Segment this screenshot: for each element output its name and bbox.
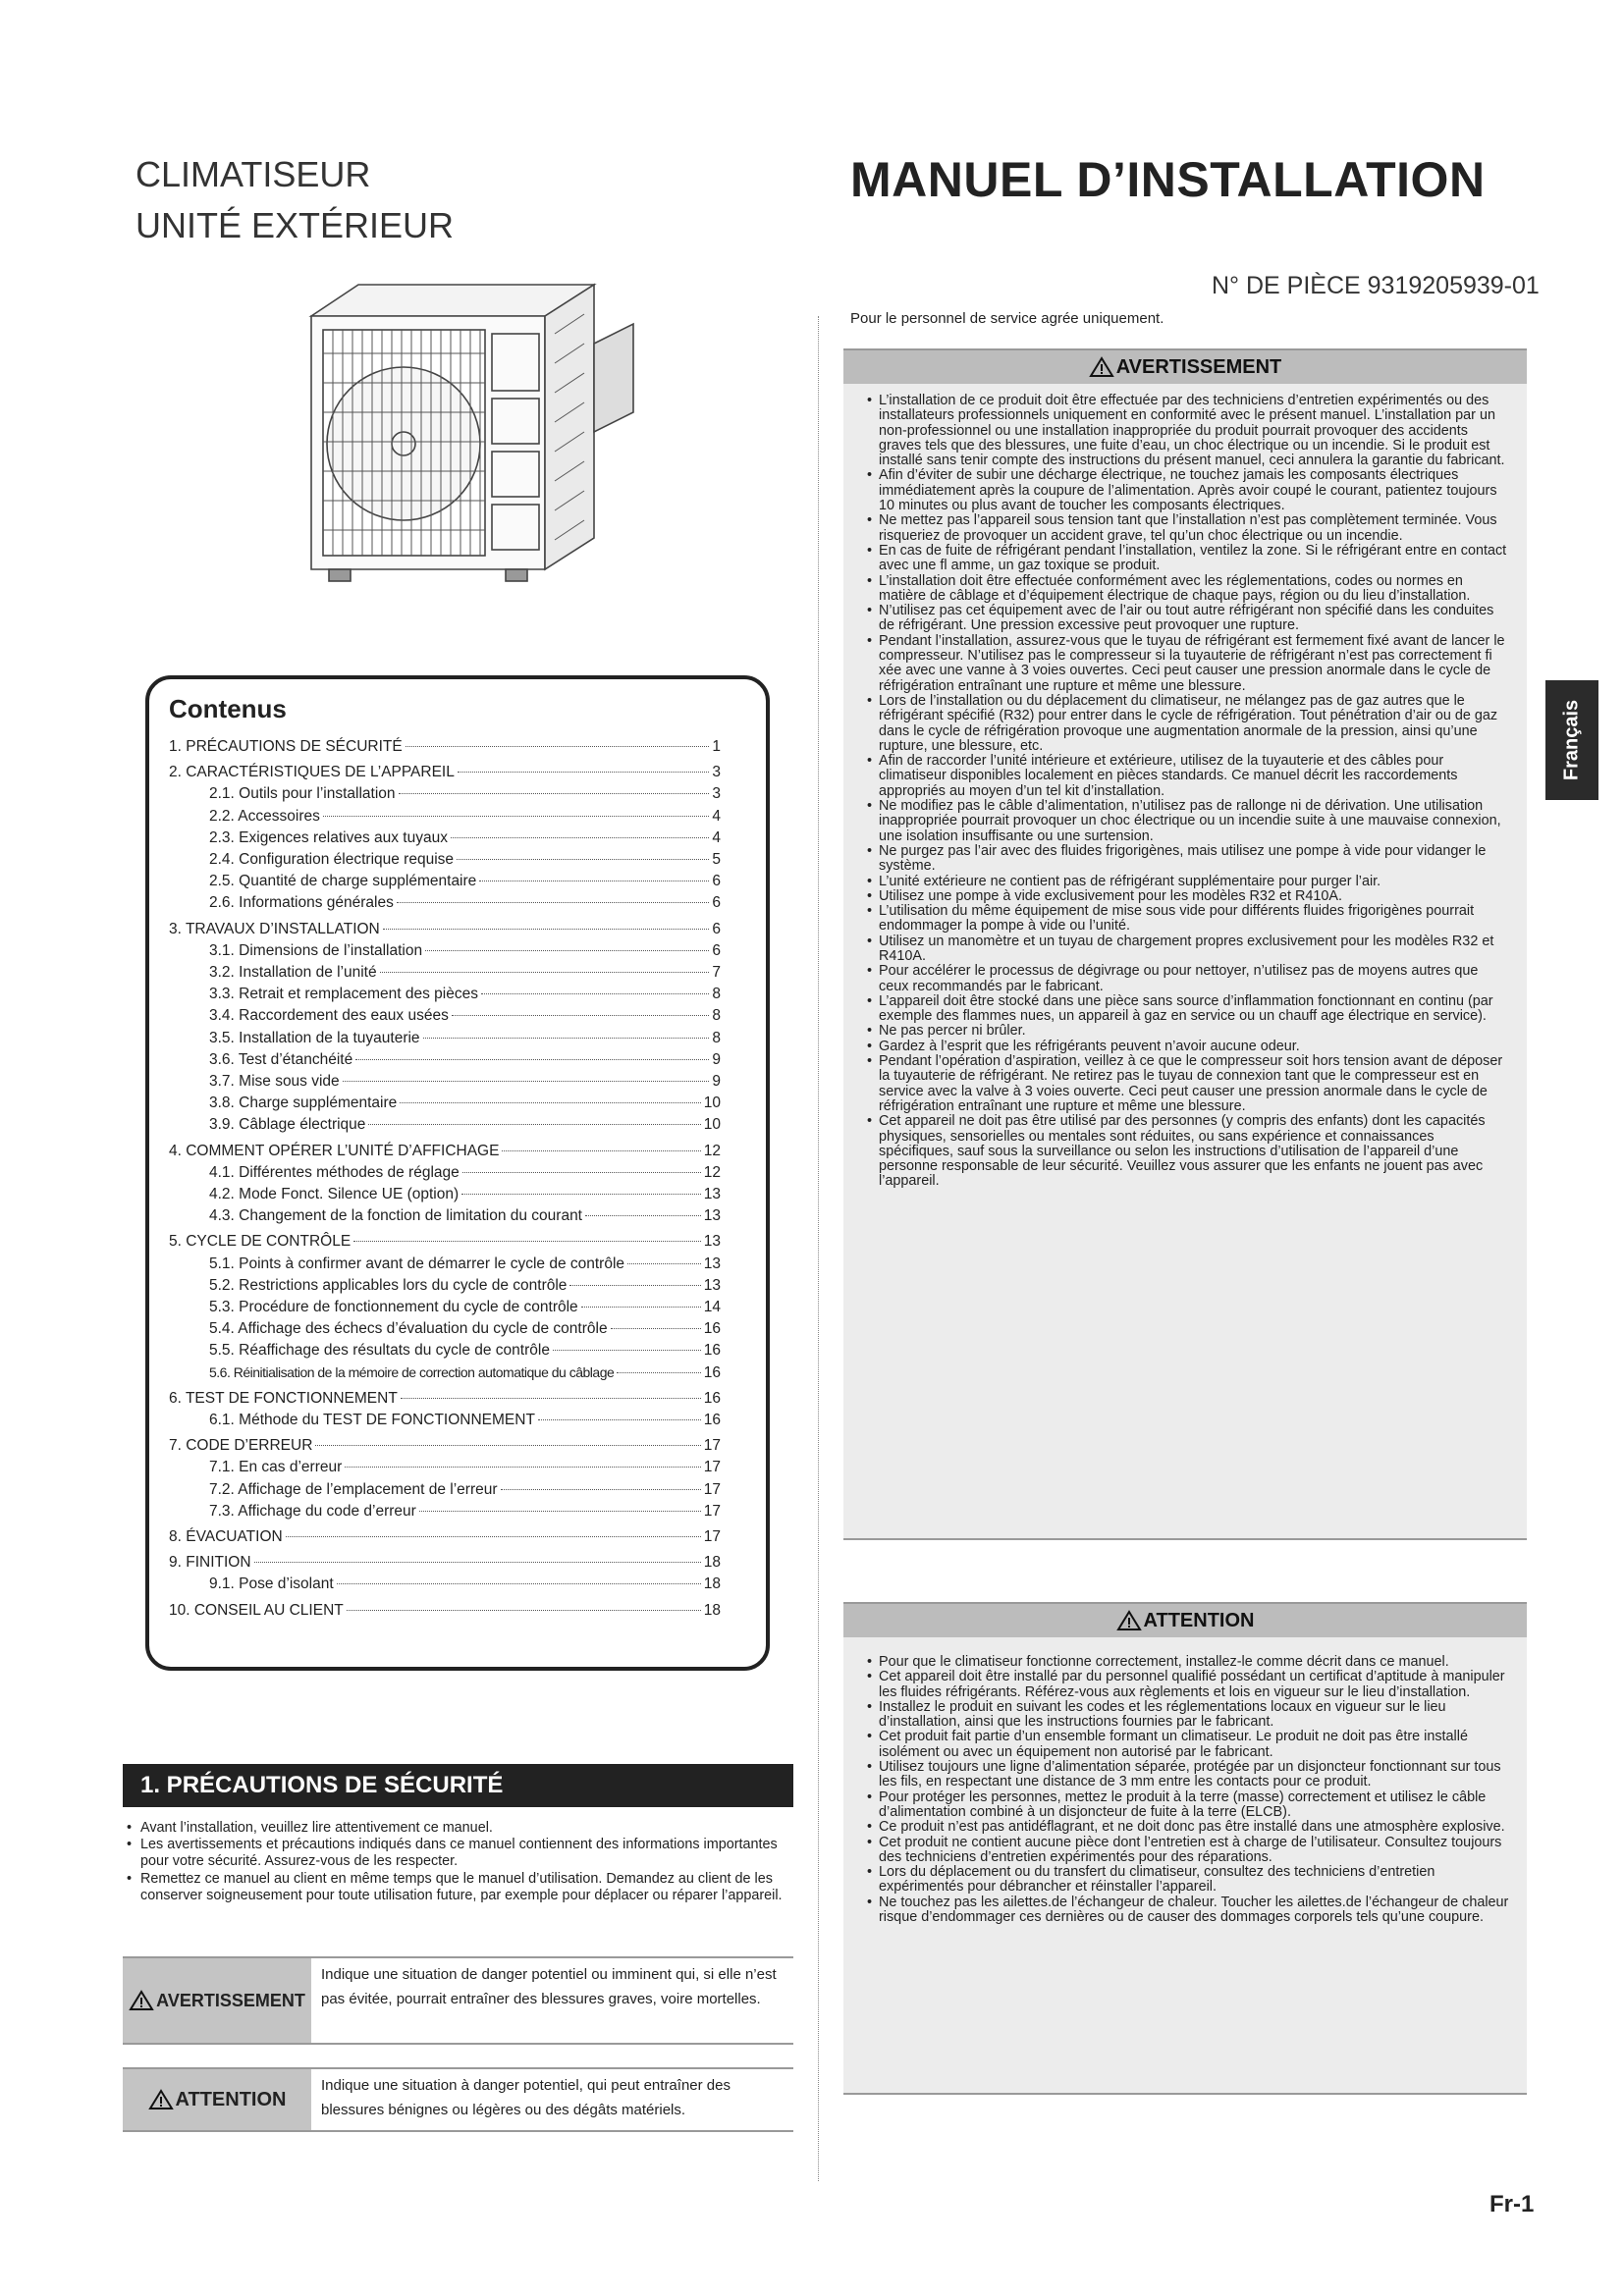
toc-leader-dots [400,1102,700,1103]
toc-entry[interactable] [169,1528,721,1546]
toc-entry-title: 2.1. Outils pour l’installation [209,785,396,803]
toc-entry[interactable] [209,1051,721,1069]
safety-intro-item: • Avant l’installation, veuillez lire attentivement ce manuel. [123,1820,800,1837]
section-1-header: 1. PRÉCAUTIONS DE SÉCURITÉ [123,1764,793,1807]
column-divider [818,316,819,2181]
product-title-line2: UNITÉ EXTÉRIEUR [135,205,455,245]
toc-entry[interactable] [169,1602,721,1620]
toc-entry-title: 3.3. Retrait et remplacement des pièces [209,986,478,1003]
toc-entry-page: 18 [703,1554,721,1572]
warning-item: • Ne pas percer ni brûler. [867,1024,1511,1039]
warning-item: • Utilisez un manomètre et un tuyau de chargement propres exclusivement pour les modèles R32 et R410A. [867,934,1511,965]
legend-caution-row [123,2067,793,2132]
toc-entry-title: 5.6. Réinitialisation de la mémoire de correction automatique du câblage [209,1363,615,1380]
toc-entry[interactable] [209,1030,721,1047]
caution-item: • Ne touchez pas les ailettes.de l’échangeur de chaleur. Toucher les ailettes.de l’échangeur de chaleur risque d’endommager ces dernières ou de causer des dommages corporels tels qu’une coupure. [867,1896,1511,1926]
warning-item: • Ne mettez pas l’appareil sous tension tant que l’installation n’est pas complètement terminée. Vous risqueriez de provoquer un accident grave, tel qu’un choc électrique ou un incendie. [867,513,1511,544]
toc-entry-page: 17 [703,1437,721,1455]
toc-entry-page: 8 [712,1029,721,1046]
toc-entry[interactable] [169,921,721,938]
toc-entry[interactable] [209,1207,721,1225]
toc-entry-title: 9. FINITION [169,1554,251,1572]
toc-leader-dots [461,1194,701,1195]
toc-entry-page: 6 [712,873,721,890]
toc-entry-title: 3.4. Raccordement des eaux usées [209,1007,449,1025]
toc-entry-title: 3.8. Charge supplémentaire [209,1095,398,1112]
toc-leader-dots [343,1081,710,1082]
legend-warning-desc: Indique une situation de danger potentiel ou imminent qui, si elle n’est pas évitée, pourrait entraîner des blessures graves, voire mortelles. [311,1958,793,2043]
toc-entry[interactable] [209,808,721,826]
toc-entry-title: 3.9. Câblage électrique [209,1116,366,1134]
toc-entry-title: 10. CONSEIL AU CLIENT [169,1601,344,1619]
warning-item: • Lors de l’installation ou du déplacement du climatiseur, ne mélangez pas de gaz autres que le réfrigérant spécifié (R32) pour entrer dans le cycle de réfrigération. Tout pénétration d’air ou de gaz dans le cycle de réfrigération provoque une augmentation anormale de la pression, ainsi qu’une rupture, une blessure, etc. [867,694,1511,754]
toc-entry-title: 3.7. Mise sous vide [209,1073,340,1090]
toc-entry[interactable] [209,1412,721,1429]
warning-item: • Pendant l’opération d’aspiration, veillez à ce que le compresseur soit hors tension avant de déposer la tuyauterie de réfrigérant. Ne retirez pas le tuyau de connexion tant que le compresseur est en service avec la valve à 3 voies ouverte. Ceci peut causer une pression anormale dans le cycle de réfrigération entraînant une rupture et même une blessure. [867,1054,1511,1114]
caution-box-title: ATTENTION [1143,1609,1255,1631]
toc-entry-page: 6 [712,894,721,912]
warning-item: • Utilisez une pompe à vide exclusivement pour les modèles R32 et R410A. [867,889,1511,904]
toc-entry[interactable] [169,738,721,756]
toc-entry[interactable] [209,1095,721,1112]
toc-entry-title: 5.1. Points à confirmer avant de démarrer le cycle de contrôle [209,1255,625,1272]
legend-warning-text: AVERTISSEMENT [156,1990,305,2010]
toc-entry[interactable] [209,1164,721,1182]
toc-entry-title: 2.4. Configuration électrique requise [209,851,455,868]
caution-box [843,1602,1527,2095]
toc-entry-page: 16 [703,1363,721,1381]
toc-entry-page: 5 [712,851,721,868]
legend-caution-text: ATTENTION [175,2088,287,2110]
toc-entry-page: 6 [712,920,721,937]
toc-entry-title: 6.1. Méthode du TEST DE FONCTIONNEMENT [209,1412,535,1428]
toc-entry-title: 7.2. Affichage de l’emplacement de l’erreur [209,1480,498,1498]
warning-item: • Afin d’éviter de subir une décharge électrique, ne touchez jamais les composants électriques immédiatement après la coupure de l’alimentation. Après avoir coupé le courant, patientez toujours 10 minutes ou plus avant de toucher les composants électriques. [867,468,1511,513]
toc-leader-dots [347,1610,701,1611]
toc-entry-page: 18 [703,1601,721,1619]
toc-entry-title: 3.5. Installation de la tuyauterie [209,1029,420,1046]
toc-entry[interactable] [209,1255,721,1273]
toc-leader-dots [337,1583,701,1584]
audience-note: Pour le personnel de service agrée uniquement. [850,310,1164,327]
toc-entry-page: 18 [703,1575,721,1593]
toc-entry[interactable] [169,1143,721,1160]
caution-item: • Ce produit n’est pas antidéflagrant, et ne doit donc pas être installé dans une atmosphère explosive. [867,1820,1511,1835]
toc-entry[interactable] [209,1116,721,1134]
warning-item: • En cas de fuite de réfrigérant pendant l’installation, ventilez la zone. Si le réfrigérant entre en contact avec une fl amme, un gaz toxique se produit. [867,544,1511,574]
toc-entry-title: 7. CODE D’ERREUR [169,1437,313,1455]
toc-leader-dots [423,1038,710,1039]
toc-entry[interactable] [209,942,721,960]
toc-entry-page: 17 [703,1528,721,1545]
toc-entry-page: 9 [712,1050,721,1068]
toc-entry-page: 17 [703,1502,721,1520]
safety-intro-item: • Remettez ce manuel au client en même temps que le manuel d’utilisation. Demandez au client de les conserver soigneusement pour toute utilisation future, par exemple pour déplacer ou réparer l’appareil. [123,1871,800,1904]
toc-leader-dots [457,859,709,860]
toc-entry-page: 8 [712,1007,721,1025]
warning-item: • Afin de raccorder l’unité intérieure et extérieure, utilisez de la tuyauterie et des câbles pour climatiseur disponibles localement en pièces standards. Ce manuel décrit les raccordements appropriés au moyen d’un tel kit d’installation. [867,754,1511,799]
warning-box-title: AVERTISSEMENT [1115,355,1282,378]
legend-caution-desc: Indique une situation à danger potentiel, qui peut entraîner des blessures bénignes ou légères ou des dégâts matériels. [311,2069,793,2130]
toc-leader-dots [323,816,710,817]
toc-entry-title: 2. CARACTÉRISTIQUES DE L’APPAREIL [169,764,455,781]
warning-item: • Gardez à l’esprit que les réfrigérants peuvent n’avoir aucune odeur. [867,1040,1511,1054]
warning-item: • L’installation de ce produit doit être effectuée par des techniciens d’entretien expérimentés ou des installateurs professionnels uniquement en conformité avec le présent manuel. L’installation par un non-professionnel ou une installation inappropriée du produit pourrait provoquer des accidents graves tels que des blessures, une fuite d’eau, un choc électrique ou un incendie. Si le produit est installé sans tenir compte des instructions du présent manuel, ceci annulera la garantie du fabricant. [867,394,1511,468]
toc-leader-dots [401,1398,701,1399]
toc-leader-dots [406,746,710,747]
toc-entry[interactable] [209,964,721,982]
toc-leader-dots [380,972,710,973]
toc-entry-title: 4. COMMENT OPÉRER L’UNITÉ D’AFFICHAGE [169,1142,500,1159]
toc-leader-dots [399,793,710,794]
toc-leader-dots [397,902,710,903]
toc-leader-dots [452,1015,710,1016]
toc-entry-title: 4.2. Mode Fonct. Silence UE (option) [209,1186,460,1202]
toc-entry[interactable] [209,873,721,890]
warning-item: • Pour accélérer le processus de dégivrage ou pour nettoyer, n’utilisez pas de moyens autres que ceux recommandés par le fabricant. [867,964,1511,994]
toc-leader-dots [383,929,710,930]
toc-entry-title: 7.1. En cas d’erreur [209,1459,343,1476]
toc-entry-page: 1 [712,738,721,755]
toc-leader-dots [581,1307,701,1308]
toc-leader-dots [345,1467,700,1468]
toc-entry[interactable] [169,764,721,781]
toc-leader-dots [286,1536,701,1537]
caution-triangle-icon [148,2089,174,2110]
toc-title: Contenus [169,694,287,723]
toc-entry[interactable] [169,1390,721,1408]
part-number: N° DE PIÈCE 9319205939-01 [1212,272,1540,299]
warning-item: • Ne purgez pas l’air avec des fluides frigorigènes, mais utilisez une pompe à vide pour vidanger le système. [867,844,1511,875]
toc-entry[interactable] [209,1459,721,1476]
toc-entry-title: 7.3. Affichage du code d’erreur [209,1502,416,1520]
toc-entry[interactable] [209,1186,721,1203]
caution-item: • Cet produit fait partie d’un ensemble formant un climatiseur. Le produit ne doit pas être installé isolément ou avec un équipement non autorisé par le fabricant. [867,1730,1511,1760]
toc-entry-title: 5. CYCLE DE CONTRÔLE [169,1233,352,1251]
toc-entry[interactable] [169,1554,721,1572]
toc-entry-title: 3. TRAVAUX D’INSTALLATION [169,920,380,937]
safety-intro-item: • Les avertissements et précautions indiqués dans ce manuel contiennent des informations importantes pour votre sécurité. Assurez-vous de les respecter. [123,1837,800,1870]
caution-item: • Pour protéger les personnes, mettez le produit à la terre (masse) correctement et utilisez le câble d’alimentation combiné à un disjoncteur de fuite à la terre (ELCB). [867,1790,1511,1821]
warning-item: • L’utilisation du même équipement de mise sous vide pour différents fluides frigorigènes pourrait endommager la pompe à vide ou l’unité. [867,904,1511,934]
toc-entry-page: 17 [703,1459,721,1476]
toc-entry-page: 8 [712,986,721,1003]
warning-item: • Cet appareil ne doit pas être utilisé par des personnes (y compris des enfants) dont les capacités physiques, sensorielles ou mentales sont réduites, ou sans expérience et connaissances spécifiques, sauf sous la surveillance ou selon les instructions d’utilisation de l’appareil d’une personne responsable de leur sécurité. Veuillez vous assurer que les enfants ne jouent pas avec l’appareil. [867,1114,1511,1189]
toc-entry[interactable] [209,1320,721,1338]
toc-entry-title: 1. PRÉCAUTIONS DE SÉCURITÉ [169,738,403,755]
language-tab[interactable] [1545,680,1598,800]
warning-item: • Pendant l’installation, assurez-vous que le tuyau de réfrigérant est fermement fixé avant de lancer le compresseur. N’utilisez pas le compresseur si la tuyauterie de réfrigérant n’est pas correctement fi xée avec une vanne à 3 voies ouvertes. Ceci peut causer une pression anormale dans le cycle de réfrigération entraînant une rupture et même une blessure. [867,634,1511,694]
warning-item: • L’appareil doit être stocké dans une pièce sans source d’inflammation fonctionnant en continu (par exemple des flammes nues, un appareil à gaz en service ou un chauff age électrique en service). [867,994,1511,1025]
toc-leader-dots [353,1241,701,1242]
toc-entry[interactable] [209,986,721,1003]
toc-entry-title: 9.1. Pose d’isolant [209,1575,334,1593]
toc-entry-page: 16 [703,1412,721,1428]
toc-entry-page: 14 [703,1299,721,1315]
toc-entry[interactable] [169,1437,721,1455]
warning-box-header [843,350,1527,384]
warning-item: • Ne modifiez pas le câble d’alimentation, n’utilisez pas de rallonge ni de dérivation. Une utilisation inappropriée pourrait provoquer un choc électrique ou un incendie suite à une mauvaise connexion, une isolation insuffisante ou une surtension. [867,799,1511,844]
legend-warning-row [123,1956,793,2045]
product-title [135,149,454,251]
toc-entry[interactable] [209,1575,721,1593]
toc-entry[interactable] [209,1007,721,1025]
toc-leader-dots [458,772,710,773]
toc-entry[interactable] [209,785,721,803]
toc-entry-page: 12 [703,1142,721,1159]
toc-entry-page: 13 [703,1186,721,1202]
toc-entry-title: 5.4. Affichage des échecs d’évaluation du cycle de contrôle [209,1320,608,1338]
toc-entry[interactable] [209,1073,721,1091]
warning-item: • L’installation doit être effectuée conformément avec les réglementations, codes ou normes en matière de câblage et d’équipement électrique de chaque pays, région ou du lieu d’installation. [867,574,1511,605]
toc-leader-dots [355,1059,709,1060]
toc-entry-title: 5.2. Restrictions applicables lors du cycle de contrôle [209,1276,568,1294]
toc-entry-title: 5.5. Réaffichage des résultats du cycle de contrôle [209,1342,550,1360]
toc-entry[interactable] [209,1503,721,1521]
toc-entry-title: 2.2. Accessoires [209,807,320,825]
toc-entry[interactable] [209,829,721,847]
caution-item: • Installez le produit en suivant les codes et les réglementations locaux en vigueur sur le lieu d’installation, ainsi que les instructions fournies par le fabricant. [867,1700,1511,1731]
toc-entry-page: 10 [703,1116,721,1134]
toc-entry-page: 4 [712,807,721,825]
toc-entry-page: 7 [712,964,721,981]
toc-entry[interactable] [209,894,721,912]
toc-entry-page: 13 [703,1233,721,1251]
toc-entry-page: 16 [703,1342,721,1360]
caution-item: • Cet produit ne contient aucune pièce dont l’entretien est à charge de l’utilisateur. Consultez toujours des techniciens d’entretien expérimentés pour des réparations. [867,1836,1511,1866]
caution-list [843,1637,1527,1925]
toc-leader-dots [451,837,709,838]
manual-title: MANUEL D’INSTALLATION [850,152,1486,207]
toc-leader-dots [481,993,709,994]
warning-list [843,384,1527,1190]
toc-leader-dots [419,1511,701,1512]
toc-entry[interactable] [209,1299,721,1316]
toc-leader-dots [569,1285,700,1286]
toc-entry-title: 2.5. Quantité de charge supplémentaire [209,873,477,890]
toc-leader-dots [425,950,709,951]
toc-entry-title: 2.6. Informations générales [209,894,394,912]
toc-entry[interactable] [209,1342,721,1360]
toc-leader-dots [585,1215,701,1216]
toc-entry-page: 10 [703,1095,721,1112]
safety-intro-list [123,1820,800,1904]
warning-triangle-icon [1089,356,1114,378]
language-tab-label: Français [1560,699,1583,781]
caution-item: • Cet appareil doit être installé par du personnel qualifié possédant un certificat d’aptitude à manipuler les fluides réfrigérants. Référez-vous aux règlements et lois en vigueur sur le lieu d’installation. [867,1670,1511,1700]
toc-entry-page: 16 [703,1320,721,1338]
toc-entry-page: 13 [703,1276,721,1294]
toc-entry-page: 3 [712,785,721,803]
toc-leader-dots [315,1445,700,1446]
product-title-line1: CLIMATISEUR [135,154,371,194]
toc-entry-page: 13 [703,1207,721,1225]
toc-leader-dots [502,1150,700,1151]
caution-triangle-icon [1116,1610,1142,1631]
toc-entry-title: 3.1. Dimensions de l’installation [209,941,423,959]
toc-entry-page: 9 [712,1073,721,1090]
warning-triangle-icon [129,1990,154,2011]
toc-leader-dots [611,1328,701,1329]
toc-leader-dots [462,1172,701,1173]
toc-leader-dots [368,1124,700,1125]
warning-item: • N’utilisez pas cet équipement avec de l’air ou tout autre réfrigérant non spécifié dans les conduites de réfrigérant. Une pression excessive peut provoquer une rupture. [867,604,1511,634]
toc-leader-dots [501,1489,701,1490]
warning-box [843,348,1527,1540]
toc-entry[interactable] [169,1233,721,1251]
toc-entry-page: 4 [712,828,721,846]
toc-leader-dots [617,1372,700,1373]
toc-leader-dots [254,1562,701,1563]
toc-entry-page: 12 [703,1163,721,1181]
toc-entry-page: 3 [712,764,721,781]
outdoor-unit-illustration [299,275,638,587]
caution-item: • Pour que le climatiseur fonctionne correctement, installez-le comme décrit dans ce manuel. [867,1655,1511,1670]
toc-entry-page: 17 [703,1480,721,1498]
toc-entry-title: 6. TEST DE FONCTIONNEMENT [169,1389,398,1407]
page-number: Fr-1 [1489,2191,1535,2217]
toc-entry[interactable] [209,851,721,869]
caution-box-header [843,1604,1527,1637]
caution-item: • Lors du déplacement ou du transfert du climatiseur, consultez des techniciens d’entretien expérimentés pour débrancher et réinstaller l’appareil. [867,1865,1511,1896]
toc-entry-title: 5.3. Procédure de fonctionnement du cycle de contrôle [209,1299,578,1315]
toc-entry-title: 4.3. Changement de la fonction de limitation du courant [209,1207,582,1225]
legend-warning-label [123,1958,311,2043]
toc-leader-dots [627,1263,701,1264]
toc-entry-title: 2.3. Exigences relatives aux tuyaux [209,828,448,846]
toc-entry-title: 8. ÉVACUATION [169,1528,283,1545]
toc-entry-page: 6 [712,941,721,959]
toc-entry-page: 13 [703,1255,721,1272]
toc-entry-title: 4.1. Différentes méthodes de réglage [209,1163,460,1181]
toc-entry-title: 3.2. Installation de l’unité [209,964,377,981]
toc-entry-title: 3.6. Test d’étanchéité [209,1050,353,1068]
toc-leader-dots [553,1350,701,1351]
caution-item: • Utilisez toujours une ligne d’alimentation séparée, protégée par un disjoncteur fonctionnant sur tous les fils, en respectant une distance de 3 mm entre les contacts pour ce produit. [867,1760,1511,1790]
toc-entry-page: 16 [703,1389,721,1407]
legend-caution-label [123,2069,311,2130]
toc-leader-dots [538,1419,701,1420]
warning-item: • L’unité extérieure ne contient pas de réfrigérant supplémentaire pour purger l’air. [867,875,1511,889]
toc-entry[interactable] [209,1364,721,1382]
toc-entry[interactable] [209,1481,721,1499]
toc-entry[interactable] [209,1277,721,1295]
